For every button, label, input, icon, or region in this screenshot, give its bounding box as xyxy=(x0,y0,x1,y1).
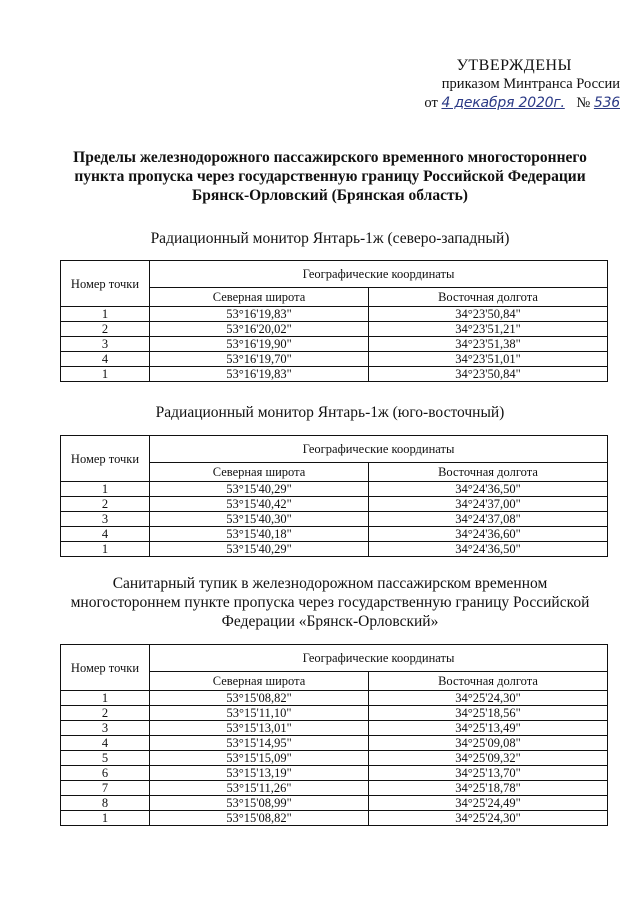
point-number-cell: 2 xyxy=(61,706,150,721)
latitude-cell: 53°15'11,26" xyxy=(150,781,369,796)
longitude-cell: 34°25'18,56" xyxy=(369,706,608,721)
handwritten-date: 4 декабря 2020г. xyxy=(441,95,565,111)
latitude-cell: 53°15'40,29" xyxy=(150,482,369,497)
latitude-cell: 53°15'08,82" xyxy=(150,811,369,826)
longitude-cell: 34°23'51,38" xyxy=(369,337,608,352)
point-number-cell: 7 xyxy=(61,781,150,796)
latitude-cell: 53°15'13,19" xyxy=(150,766,369,781)
table-row xyxy=(61,706,608,721)
point-number-header: Номер точки xyxy=(61,645,150,691)
longitude-cell: 34°25'24,30" xyxy=(369,691,608,706)
longitude-cell: 34°25'13,70" xyxy=(369,766,608,781)
approval-block xyxy=(400,56,620,113)
geo-coordinates-header: Географические координаты xyxy=(150,645,608,672)
table-row xyxy=(61,352,608,367)
document-title: Пределы железнодорожного пассажирского временного многостороннего пункта пропуска через государственную границу Российской Федерации Брянск-Орловский (Брянская область) xyxy=(73,149,587,204)
table-row xyxy=(61,322,608,337)
east-longitude-header: Восточная долгота xyxy=(369,463,608,482)
longitude-cell: 34°23'51,01" xyxy=(369,352,608,367)
latitude-cell: 53°15'40,29" xyxy=(150,542,369,557)
longitude-cell: 34°25'18,78" xyxy=(369,781,608,796)
longitude-cell: 34°23'51,21" xyxy=(369,322,608,337)
geo-coordinates-header: Географические координаты xyxy=(150,436,608,463)
table-row xyxy=(61,527,608,542)
longitude-cell: 34°24'37,00" xyxy=(369,497,608,512)
point-number-cell: 5 xyxy=(61,751,150,766)
point-number-cell: 1 xyxy=(61,482,150,497)
point-number-cell: 6 xyxy=(61,766,150,781)
approval-order-line: приказом Минтранса России xyxy=(441,76,620,92)
point-number-cell: 3 xyxy=(61,512,150,527)
point-number-header: Номер точки xyxy=(61,261,150,307)
longitude-cell: 34°23'50,84" xyxy=(369,367,608,382)
point-number-cell: 2 xyxy=(61,322,150,337)
east-longitude-header: Восточная долгота xyxy=(369,672,608,691)
table-row xyxy=(61,337,608,352)
latitude-cell: 53°16'20,02" xyxy=(150,322,369,337)
table-row xyxy=(61,766,608,781)
latitude-cell: 53°15'11,10" xyxy=(150,706,369,721)
point-number-cell: 4 xyxy=(61,527,150,542)
table-body xyxy=(61,482,608,557)
date-prefix: от xyxy=(424,95,438,111)
point-number-cell: 4 xyxy=(61,352,150,367)
section-title-sanitary-siding: Санитарный тупик в железнодорожном пассажирском временном многостороннем пункте пропуска через государственную границу Российской Федерации «Брянск-Орловский» xyxy=(70,575,590,630)
table-body xyxy=(61,307,608,382)
table-row xyxy=(61,736,608,751)
longitude-cell: 34°25'24,49" xyxy=(369,796,608,811)
table-row xyxy=(61,796,608,811)
approval-heading: УТВЕРЖДЕНЫ xyxy=(456,57,572,74)
table-row xyxy=(61,497,608,512)
table-row xyxy=(61,512,608,527)
latitude-cell: 53°15'14,95" xyxy=(150,736,369,751)
latitude-cell: 53°15'40,30" xyxy=(150,512,369,527)
point-number-cell: 1 xyxy=(61,811,150,826)
east-longitude-header: Восточная долгота xyxy=(369,288,608,307)
point-number-cell: 8 xyxy=(61,796,150,811)
point-number-cell: 1 xyxy=(61,307,150,322)
coordinates-table-sanitary-siding xyxy=(60,644,608,826)
table-body xyxy=(61,691,608,826)
longitude-cell: 34°25'09,32" xyxy=(369,751,608,766)
longitude-cell: 34°24'36,60" xyxy=(369,527,608,542)
latitude-cell: 53°15'08,99" xyxy=(150,796,369,811)
latitude-cell: 53°16'19,83" xyxy=(150,367,369,382)
geo-coordinates-header: Географические координаты xyxy=(150,261,608,288)
point-number-cell: 1 xyxy=(61,691,150,706)
longitude-cell: 34°25'13,49" xyxy=(369,721,608,736)
point-number-cell: 4 xyxy=(61,736,150,751)
point-number-cell: 2 xyxy=(61,497,150,512)
latitude-cell: 53°15'40,18" xyxy=(150,527,369,542)
latitude-cell: 53°16'19,70" xyxy=(150,352,369,367)
point-number-cell: 3 xyxy=(61,337,150,352)
handwritten-number: 536 xyxy=(593,95,620,111)
table-row xyxy=(61,721,608,736)
table-row xyxy=(61,542,608,557)
longitude-cell: 34°24'37,08" xyxy=(369,512,608,527)
north-latitude-header: Северная широта xyxy=(150,672,369,691)
longitude-cell: 34°25'24,30" xyxy=(369,811,608,826)
approval-date-line xyxy=(400,94,620,113)
point-number-header: Номер точки xyxy=(61,436,150,482)
latitude-cell: 53°15'13,01" xyxy=(150,721,369,736)
table-row xyxy=(61,691,608,706)
table-row xyxy=(61,751,608,766)
section-title-northwest: Радиационный монитор Янтарь-1ж (северо-западный) xyxy=(150,230,510,247)
longitude-cell: 34°24'36,50" xyxy=(369,542,608,557)
longitude-cell: 34°23'50,84" xyxy=(369,307,608,322)
point-number-cell: 3 xyxy=(61,721,150,736)
latitude-cell: 53°16'19,83" xyxy=(150,307,369,322)
coordinates-table-northwest xyxy=(60,260,608,382)
table-row xyxy=(61,781,608,796)
number-label: № xyxy=(576,95,591,111)
table-row xyxy=(61,811,608,826)
north-latitude-header: Северная широта xyxy=(150,463,369,482)
latitude-cell: 53°16'19,90" xyxy=(150,337,369,352)
north-latitude-header: Северная широта xyxy=(150,288,369,307)
latitude-cell: 53°15'40,42" xyxy=(150,497,369,512)
point-number-cell: 1 xyxy=(61,367,150,382)
coordinates-table-southeast xyxy=(60,435,608,557)
table-row xyxy=(61,307,608,322)
section-title-southeast: Радиационный монитор Янтарь-1ж (юго-восточный) xyxy=(155,404,505,421)
longitude-cell: 34°24'36,50" xyxy=(369,482,608,497)
latitude-cell: 53°15'15,09" xyxy=(150,751,369,766)
latitude-cell: 53°15'08,82" xyxy=(150,691,369,706)
table-row xyxy=(61,482,608,497)
table-row xyxy=(61,367,608,382)
longitude-cell: 34°25'09,08" xyxy=(369,736,608,751)
point-number-cell: 1 xyxy=(61,542,150,557)
